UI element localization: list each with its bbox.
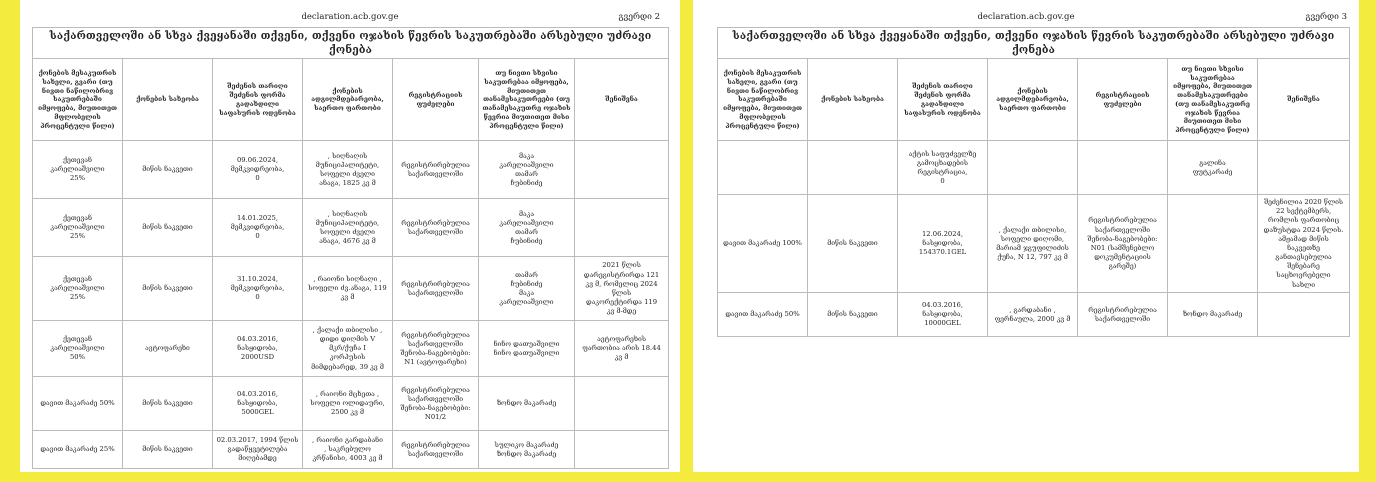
cell-location: , სიღნაღის მუნიციპალიტეტი, სოფელი ძველი ანაგა, 1825 კვ მ — [303, 141, 393, 199]
cell-notes: შეძენილია 2020 წლის 22 სექტემბერს, რომლის ფართობიც დაზუსტდა 2024 წლის. ამჟამად მიწის ნაკვეთზე განთავსებულია შენებარე საცხოვრებელი სახლი — [1258, 195, 1350, 293]
cell-owner: ქეთევან კარელიაშვილი 50% — [33, 321, 123, 377]
cell-location: , რაიონი სიღნაღი , სოფელი ძვ.ანაგა, 119 კვ მ — [303, 257, 393, 321]
header-owner: ქონების მესაკუთრის სახელი, გვარი (თუ ნივთი ნაწილობრივ საკუთრებაში იმყოფება, მიუთითეთ მფლობელის პროცენტული წილი) — [33, 59, 123, 141]
cell-acquisition: 04.03.2016, ნასყიდობა, 2000USD — [213, 321, 303, 377]
header-acquisition: შეძენის თარიღი შეძენის ფორმა გადახდილი საფასურის ოდენობა — [213, 59, 303, 141]
cell-acquisition: 12.06.2024, ნასყიდობა, 154370.1GEL — [898, 195, 988, 293]
cell-registration: რეგისტრირებულია საქართველოში — [393, 141, 479, 199]
cell-type: მიწის ნაკვეთი — [123, 257, 213, 321]
cell-location — [988, 141, 1078, 195]
cell-notes — [1258, 141, 1350, 195]
cell-co-owners: ზონდო მაკარაძე — [479, 377, 575, 431]
header-co-owners: თუ ნივთი სხვისი საკუთრებაა იმყოფება, მიუთითეთ თანამესაკუთრეები (თუ თანამესაკუთრე ოჯახის წევრია მიუთითეთ მისი პროცენტული წილი) — [479, 59, 575, 141]
table-row — [33, 431, 669, 469]
cell-owner: ქეთევან კარელიაშვილი 25% — [33, 199, 123, 257]
cell-location: , ქალაქი თბილისი , დიდი დიღმის V მკრ/ქუჩა I კორპუსის მიმდებარედ, 39 კვ მ — [303, 321, 393, 377]
cell-acquisition: 31.10.2024, მემკვიდრეობა, 0 — [213, 257, 303, 321]
cell-type: ავტოფარეხი — [123, 321, 213, 377]
header-registration: რეგისტრაციის ფუძელები — [393, 59, 479, 141]
cell-co-owners: მაკა კარელიაშვილი თამარ ჩუბინიძე — [479, 199, 575, 257]
header-type: ქონების სახეობა — [808, 59, 898, 141]
header-acquisition: შეძენის თარიღი შეძენის ფორმა გადახდილი საფასურის ოდენობა — [898, 59, 988, 141]
page-number: გვერდი 3 — [1305, 12, 1347, 22]
site-url: declaration.acb.gov.ge — [977, 12, 1075, 22]
cell-co-owners: თამარ ჩუბინიძე მაკა კარელიაშვილი — [479, 257, 575, 321]
cell-co-owners: მაკა კარელიაშვილი თამარ ჩუბინიძე — [479, 141, 575, 199]
page-number: გვერდი 2 — [618, 12, 660, 22]
cell-acquisition: აქტის საფუძველზე გამოცხადების რეგისტრაცია, 0 — [898, 141, 988, 195]
cell-type: მიწის ნაკვეთი — [123, 141, 213, 199]
cell-owner: დავით მაკარაძე 50% — [33, 377, 123, 431]
cell-notes — [575, 431, 669, 469]
header-location: ქონების ადგილმდებარეობა, საერთო ფართობი — [988, 59, 1078, 141]
cell-location: , რაიონი მცხეთა , სოფელი ოლიდაური, 2500 კვ მ — [303, 377, 393, 431]
cell-registration: რეგისტრირებულია საქართველოში შენობა-ნაგებობები: N01 (სამშენებლო დოკუმენტაციის გარეშე) — [1078, 195, 1168, 293]
document-page-2 — [20, 0, 680, 472]
cell-owner — [718, 141, 808, 195]
header-co-owners: თუ ნივთი სხვისი საკუთრებაა იმყოფება, მიუთითეთ თანამესაკუთრეები (თუ თანამესაკუთრე ოჯახის წევრია მიუთითეთ მისი პროცენტული წილი) — [1168, 59, 1258, 141]
cell-registration: რეგისტრირებულია საქართველოში — [393, 431, 479, 469]
cell-location: , გარდაბანი , ფერნაულა, 2000 კვ მ — [988, 293, 1078, 337]
cell-co-owners: ნინო დათუაშვილი ნინო დათუაშვილი — [479, 321, 575, 377]
site-url: declaration.acb.gov.ge — [301, 12, 399, 22]
cell-owner: დავით მაკარაძე 100% — [718, 195, 808, 293]
cell-location: , სიღნაღის მუნიციპალიტეტი, სოფელი ძველი ანაგა, 4676 კვ მ — [303, 199, 393, 257]
header-type: ქონების სახეობა — [123, 59, 213, 141]
cell-co-owners — [1168, 195, 1258, 293]
header-registration: რეგისტრაციის ფუძელები — [1078, 59, 1168, 141]
cell-registration: რეგისტრირებულია საქართველოში შენობა-ნაგებობები: N01/2 — [393, 377, 479, 431]
cell-notes: 2021 წლის დარეგისტრირდა 121 კვ მ, რომელიც 2024 წლის დაკორექტირდა 119 კვ მ-მდე — [575, 257, 669, 321]
cell-notes — [575, 377, 669, 431]
table-title: საქართველოში ან სხვა ქვეყანაში თქვენი, თქვენი ოჯახის წევრის საკუთრებაში არსებული უძრავი ქონება — [33, 28, 669, 59]
cell-type: მიწის ნაკვეთი — [808, 293, 898, 337]
cell-registration: რეგისტრირებულია საქართველოში — [393, 199, 479, 257]
table-row — [718, 195, 1350, 293]
property-table — [32, 27, 669, 469]
property-table — [717, 27, 1350, 337]
cell-type: მიწის ნაკვეთი — [808, 195, 898, 293]
header-owner: ქონების მესაკუთრის სახელი, გვარი (თუ ნივთი ნაწილობრივ საკუთრებაში იმყოფება, მიუთითეთ მფლობელის პროცენტული წილი) — [718, 59, 808, 141]
cell-type: მიწის ნაკვეთი — [123, 377, 213, 431]
cell-type: მიწის ნაკვეთი — [123, 431, 213, 469]
table-title: საქართველოში ან სხვა ქვეყანაში თქვენი, თქვენი ოჯახის წევრის საკუთრებაში არსებული უძრავი ქონება — [718, 28, 1350, 59]
document-page-3 — [693, 0, 1359, 472]
cell-acquisition: 02.03.2017, 1994 წლის გადაწყვეტილება მიღებამდე — [213, 431, 303, 469]
cell-type: მიწის ნაკვეთი — [123, 199, 213, 257]
page-header — [693, 0, 1359, 26]
cell-registration — [1078, 141, 1168, 195]
cell-co-owners: გალინა ფუტკარაძე — [1168, 141, 1258, 195]
table-row — [33, 141, 669, 199]
cell-acquisition: 09.06.2024, მემკვიდრეობა, 0 — [213, 141, 303, 199]
cell-registration: რეგისტრირებულია საქართველოში შენობა-ნაგებობები: N1 (ავტოფარეხი) — [393, 321, 479, 377]
table-row — [33, 257, 669, 321]
header-notes: შენიშვნა — [1258, 59, 1350, 141]
cell-owner: დავით მაკარაძე 50% — [718, 293, 808, 337]
cell-acquisition: 14.01.2025, მემკვიდრეობა, 0 — [213, 199, 303, 257]
table-row — [718, 293, 1350, 337]
cell-notes: ავტოფარეხის ფართობია არის 18.44 კვ მ — [575, 321, 669, 377]
table-row — [33, 321, 669, 377]
cell-registration: რეგისტრირებულია საქართველოში — [393, 257, 479, 321]
cell-type — [808, 141, 898, 195]
cell-location: , რაიონი გარდაბანი , საკრებულო კრწანისი, 4003 კვ მ — [303, 431, 393, 469]
table-row — [33, 199, 669, 257]
cell-notes — [1258, 293, 1350, 337]
table-row — [33, 377, 669, 431]
cell-acquisition: 04.03.2016, ნასყიდობა, 5000GEL — [213, 377, 303, 431]
cell-owner: ქეთევან კარელიაშვილი 25% — [33, 141, 123, 199]
cell-owner: ქეთევან კარელიაშვილი 25% — [33, 257, 123, 321]
cell-owner: დავით მაკარაძე 25% — [33, 431, 123, 469]
cell-notes — [575, 141, 669, 199]
page-header — [20, 0, 680, 26]
cell-location: , ქალაქი თბილისი, სოფელი დიღომი, მარიამ ჯგუფილიძის ქუჩა, N 12, 797 კვ მ — [988, 195, 1078, 293]
cell-co-owners: ზონდო მაკარაძე — [1168, 293, 1258, 337]
header-notes: შენიშვნა — [575, 59, 669, 141]
header-row — [33, 59, 669, 141]
cell-co-owners: სულიკო მაკარაძე ზონდო მაკარაძე — [479, 431, 575, 469]
table-row — [718, 141, 1350, 195]
cell-acquisition: 04.03.2016, ნასყიდობა, 10000GEL — [898, 293, 988, 337]
cell-notes — [575, 199, 669, 257]
cell-registration: რეგისტრირებულია საქართველოში — [1078, 293, 1168, 337]
header-location: ქონების ადგილმდებარეობა, საერთო ფართობი — [303, 59, 393, 141]
header-row — [718, 59, 1350, 141]
